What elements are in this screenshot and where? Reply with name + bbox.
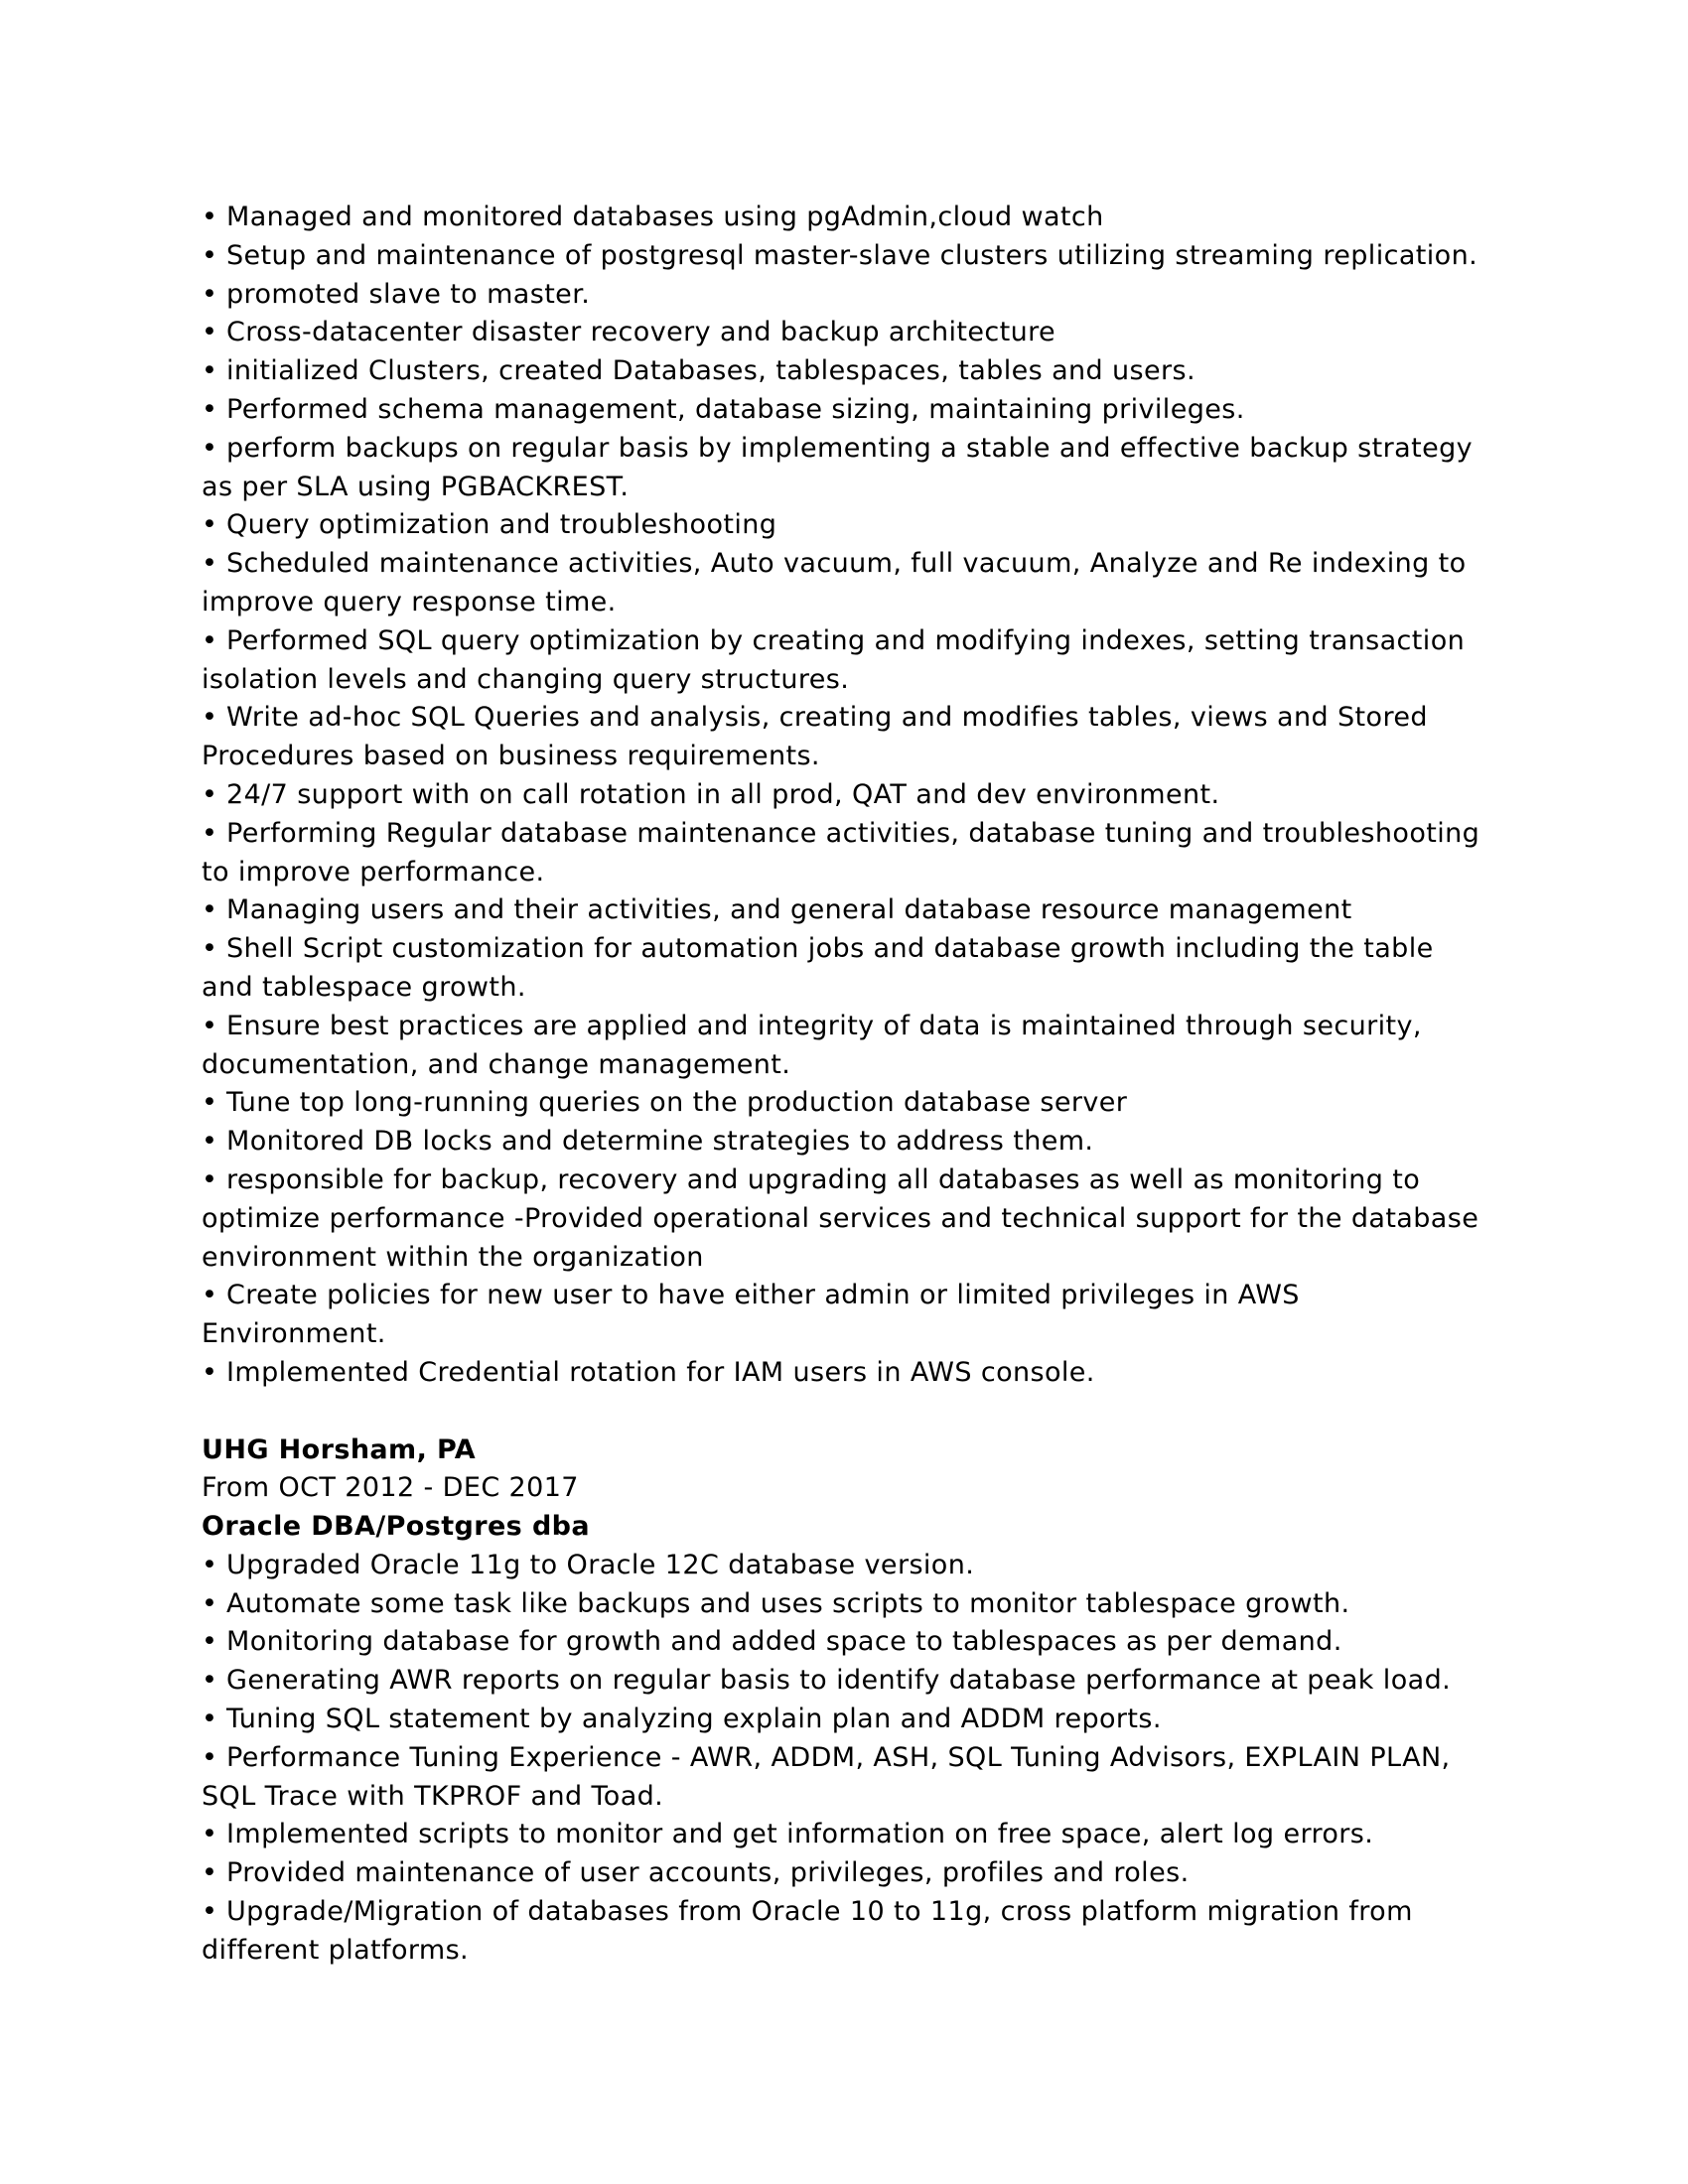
bullet-marker: •	[202, 1126, 218, 1158]
bullet-text: and tablespace growth.	[202, 971, 526, 1003]
bullet-text: Monitored DB locks and determine strategies to address them.	[226, 1126, 1094, 1158]
bullet-item	[202, 199, 1522, 237]
company-location: UHG Horsham, PA	[202, 1433, 477, 1465]
bullet-text: Ensure best practices are applied and integrity of data is maintained through security,	[226, 1010, 1422, 1041]
bullet-item	[202, 1008, 1522, 1046]
bullet-text: to improve performance.	[202, 856, 545, 887]
bullet-text: different platforms.	[202, 1934, 470, 1966]
bullet-item-continuation	[202, 1315, 1522, 1354]
bullet-item-continuation	[202, 1778, 1522, 1817]
bullet-text: Performed schema management, database sizing, maintaining privileges.	[226, 393, 1245, 425]
bullet-text: isolation levels and changing query structures.	[202, 663, 850, 695]
bullet-text: Create policies for new user to have either admin or limited privileges in AWS	[226, 1280, 1300, 1311]
bullet-text: responsible for backup, recovery and upgrading all databases as well as monitoring to	[226, 1163, 1421, 1195]
bullet-marker: •	[202, 239, 218, 271]
bullet-text: Tuning SQL statement by analyzing explain plan and ADDM reports.	[226, 1704, 1162, 1735]
bullet-marker: •	[202, 432, 218, 464]
bullet-text: perform backups on regular basis by implementing a stable and effective backup strategy	[226, 432, 1473, 464]
bullet-text: Setup and maintenance of postgresql master-slave clusters utilizing streaming replication.	[226, 239, 1478, 271]
bullet-marker: •	[202, 1626, 218, 1658]
bullet-text: Cross-datacenter disaster recovery and backup architecture	[226, 317, 1056, 348]
bullet-item-continuation	[202, 854, 1522, 892]
bullet-text: 24/7 support with on call rotation in all prod, QAT and dev environment.	[226, 778, 1220, 810]
job-title: Oracle DBA/Postgres dba	[202, 1511, 591, 1543]
bullet-marker: •	[202, 548, 218, 580]
resume-body	[202, 199, 1522, 1971]
bullet-item	[202, 815, 1522, 854]
bullet-marker: •	[202, 1704, 218, 1735]
bullet-item	[202, 276, 1522, 315]
bullet-text: Generating AWR reports on regular basis to identify database performance at peak load.	[226, 1665, 1452, 1697]
bullet-text: Implemented Credential rotation for IAM users in AWS console.	[226, 1356, 1095, 1388]
bullet-item-continuation	[202, 469, 1522, 507]
bullet-item	[202, 1084, 1522, 1123]
bullet-marker: •	[202, 1896, 218, 1928]
bullet-text: promoted slave to master.	[226, 278, 591, 310]
bullet-text: Upgraded Oracle 11g to Oracle 12C database version.	[226, 1549, 975, 1580]
bullet-marker: •	[202, 317, 218, 348]
bullet-marker: •	[202, 1819, 218, 1850]
bullet-item-continuation	[202, 969, 1522, 1008]
bullet-text: Query optimization and troubleshooting	[226, 509, 777, 541]
bullet-item	[202, 545, 1522, 584]
bullet-marker: •	[202, 355, 218, 387]
bullet-text: Implemented scripts to monitor and get information on free space, alert log errors.	[226, 1819, 1374, 1850]
bullet-text: Scheduled maintenance activities, Auto vacuum, full vacuum, Analyze and Re indexing to	[226, 548, 1467, 580]
bullet-text: improve query response time.	[202, 586, 617, 617]
bullet-marker: •	[202, 509, 218, 541]
bullet-item	[202, 1816, 1522, 1854]
bullet-text: Provided maintenance of user accounts, privileges, profiles and roles.	[226, 1857, 1190, 1889]
bullet-text: initialized Clusters, created Databases, tablespaces, tables and users.	[226, 355, 1196, 387]
bullet-item	[202, 776, 1522, 815]
bullet-item	[202, 699, 1522, 738]
bullet-item	[202, 1662, 1522, 1701]
bullet-marker: •	[202, 1741, 218, 1773]
bullet-marker: •	[202, 702, 218, 734]
bullet-item	[202, 1701, 1522, 1739]
bullet-item	[202, 1585, 1522, 1624]
bullet-text: Performing Regular database maintenance activities, database tuning and troubleshooting	[226, 817, 1480, 849]
bullet-item-continuation	[202, 738, 1522, 776]
bullet-text: Performance Tuning Experience - AWR, ADDM, ASH, SQL Tuning Advisors, EXPLAIN PLAN,	[226, 1741, 1451, 1773]
bullet-text: Automate some task like backups and uses scripts to monitor tablespace growth.	[226, 1587, 1350, 1619]
bullet-text: as per SLA using PGBACKREST.	[202, 471, 630, 502]
bullet-text: Managing users and their activities, and general database resource management	[226, 894, 1352, 926]
bullet-item	[202, 391, 1522, 430]
bullet-text: Write ad-hoc SQL Queries and analysis, creating and modifies tables, views and Stored	[226, 702, 1428, 734]
bullet-marker: •	[202, 778, 218, 810]
bullet-marker: •	[202, 1087, 218, 1119]
bullet-item	[202, 237, 1522, 276]
bullet-text: Upgrade/Migration of databases from Oracle 10 to 11g, cross platform migration from	[226, 1896, 1413, 1928]
bullet-item-continuation	[202, 1932, 1522, 1971]
bullet-marker: •	[202, 393, 218, 425]
bullet-item	[202, 1277, 1522, 1315]
blank-line	[202, 1393, 1522, 1432]
bullet-item	[202, 1354, 1522, 1393]
bullet-marker: •	[202, 202, 218, 232]
bullet-text: Managed and monitored databases using pgAdmin,cloud watch	[226, 202, 1104, 232]
bullet-item	[202, 891, 1522, 930]
bullet-marker: •	[202, 1549, 218, 1580]
bullet-text: documentation, and change management.	[202, 1048, 791, 1080]
bullet-item	[202, 430, 1522, 469]
bullet-text: Tune top long-running queries on the production database server	[226, 1087, 1128, 1119]
bullet-item	[202, 506, 1522, 545]
bullet-marker: •	[202, 817, 218, 849]
bullet-marker: •	[202, 933, 218, 965]
bullet-text: Shell Script customization for automation jobs and database growth including the table	[226, 933, 1434, 965]
bullet-item	[202, 1123, 1522, 1161]
bullet-item	[202, 622, 1522, 661]
bullet-item-continuation	[202, 584, 1522, 622]
bullet-item	[202, 1547, 1522, 1585]
bullet-item-continuation	[202, 1200, 1522, 1239]
bullet-item	[202, 352, 1522, 391]
date-range: From OCT 2012 - DEC 2017	[202, 1472, 579, 1504]
bullet-marker: •	[202, 1587, 218, 1619]
bullet-marker: •	[202, 1280, 218, 1311]
bullet-item-continuation	[202, 661, 1522, 700]
bullet-marker: •	[202, 624, 218, 656]
bullet-item	[202, 1854, 1522, 1893]
bullet-text: Procedures based on business requirements.	[202, 741, 820, 772]
bullet-marker: •	[202, 1010, 218, 1041]
bullet-item	[202, 1161, 1522, 1200]
bullet-item	[202, 930, 1522, 969]
bullet-item	[202, 1893, 1522, 1932]
bullet-list-continued	[202, 199, 1522, 1393]
bullet-marker: •	[202, 894, 218, 926]
bullet-item	[202, 314, 1522, 352]
bullet-text: SQL Trace with TKPROF and Toad.	[202, 1780, 664, 1812]
bullet-text: environment within the organization	[202, 1241, 704, 1273]
bullet-marker: •	[202, 278, 218, 310]
bullet-text: optimize performance -Provided operational services and technical support for the database	[202, 1202, 1479, 1234]
bullet-marker: •	[202, 1163, 218, 1195]
bullet-item-continuation	[202, 1239, 1522, 1278]
bullet-marker: •	[202, 1665, 218, 1697]
bullet-text: Environment.	[202, 1318, 386, 1350]
bullet-item	[202, 1623, 1522, 1662]
bullet-text: Performed SQL query optimization by creating and modifying indexes, setting transaction	[226, 624, 1466, 656]
bullet-list-job	[202, 1547, 1522, 1971]
bullet-marker: •	[202, 1356, 218, 1388]
bullet-item	[202, 1739, 1522, 1778]
bullet-text: Monitoring database for growth and added space to tablespaces as per demand.	[226, 1626, 1342, 1658]
bullet-item-continuation	[202, 1046, 1522, 1085]
bullet-marker: •	[202, 1857, 218, 1889]
